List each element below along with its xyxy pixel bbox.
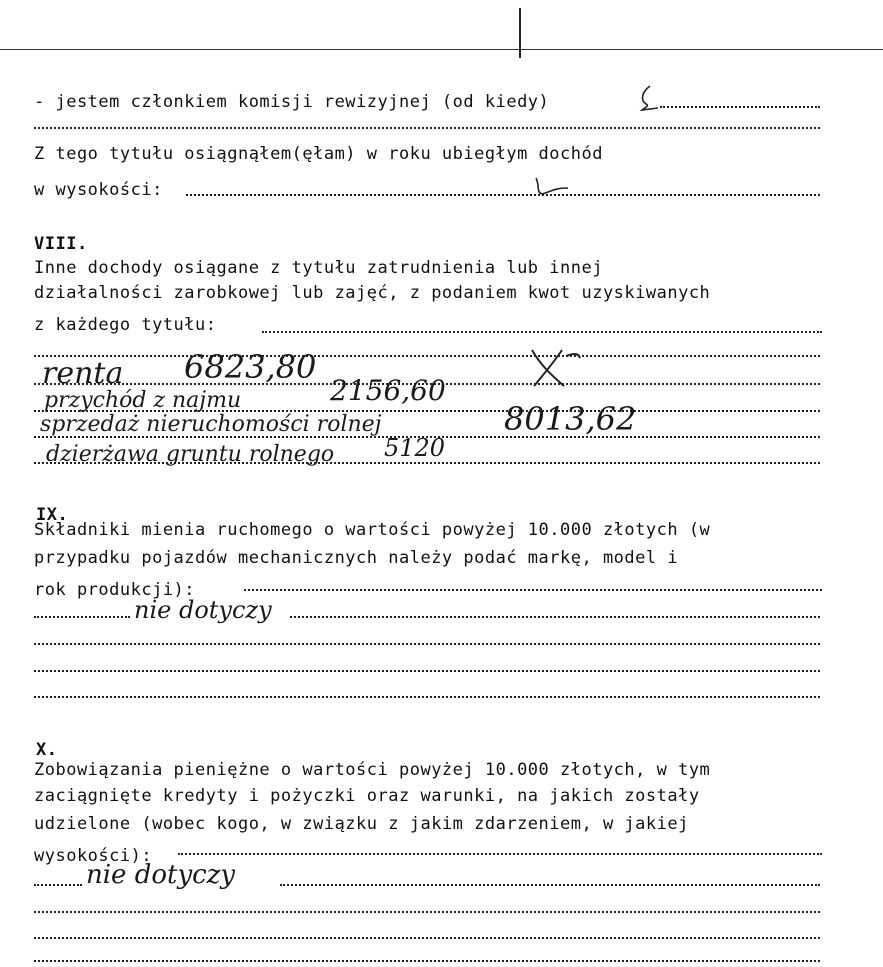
commission-line: - jestem członkiem komisji rewizyjnej (od kiedy) <box>34 92 550 112</box>
dotted-line <box>34 911 820 913</box>
income-entry-label: przychód z najmu <box>44 388 242 413</box>
section-x-number: X. <box>36 740 58 760</box>
dotted-line <box>186 194 820 196</box>
section-viii-line-3: z każdego tytułu: <box>34 315 217 335</box>
section-ix-line-1: Składniki mienia ruchomego o wartości powyżej 10.000 złotych (w <box>34 520 711 540</box>
section-viii-number: VIII. <box>34 234 88 254</box>
section-ix-line-3: rok produkcji): <box>34 580 196 600</box>
section-x-answer: nie dotyczy <box>86 860 236 890</box>
dotted-line <box>34 696 820 698</box>
dotted-line <box>262 331 822 333</box>
income-entry-label: dzierżawa gruntu rolnego <box>46 442 335 467</box>
dotted-line <box>34 127 820 129</box>
vertical-mark <box>519 8 521 58</box>
section-x-line-4: wysokości): <box>34 846 153 866</box>
dotted-line <box>34 937 820 939</box>
checkmark-scribble-icon <box>524 344 582 392</box>
income-entry-amount: 2156,60 <box>330 374 446 407</box>
top-border-line <box>0 49 883 50</box>
section-ix-number: IX. <box>36 505 69 525</box>
income-line-2: w wysokości: <box>34 180 163 200</box>
section-ix-answer: nie dotyczy <box>134 596 272 624</box>
income-entry-amount: 5120 <box>384 434 446 462</box>
income-entry-label: renta <box>42 356 124 391</box>
income-entry-amount: 6823,80 <box>184 348 317 386</box>
section-viii-line-2: działalności zarobkowej lub zajęć, z podaniem kwot uzyskiwanych <box>34 283 711 303</box>
section-x-line-2: zaciągnięte kredyty i pożyczki oraz warunki, na jakich zostały <box>34 786 700 806</box>
income-entry-label: sprzedaż nieruchomości rolnej <box>40 412 382 437</box>
section-x-line-1: Zobowiązania pieniężne o wartości powyżej 10.000 złotych, w tym <box>34 760 711 780</box>
dotted-line <box>34 643 820 645</box>
section-ix-line-2: przypadku pojazdów mechanicznych należy podać markę, model i <box>34 548 679 568</box>
dash-scribble-icon <box>638 84 662 112</box>
dotted-line <box>280 884 820 886</box>
dotted-line <box>290 616 820 618</box>
dotted-line <box>34 670 820 672</box>
income-line-1: Z tego tytułu osiągnąłem(ęłam) w roku ubiegłym dochód <box>34 144 603 164</box>
section-x-line-3: udzielone (wobec kogo, w związku z jakim zdarzeniem, w jakiej <box>34 814 689 834</box>
dotted-line <box>34 884 82 886</box>
dotted-line <box>178 853 822 855</box>
dotted-line <box>244 589 822 591</box>
section-viii-line-1: Inne dochody osiągane z tytułu zatrudnienia lub innej <box>34 258 603 278</box>
dash-scribble-icon <box>532 172 572 198</box>
dotted-line <box>34 355 820 357</box>
income-entry-amount: 8013,62 <box>504 400 637 438</box>
dotted-line <box>34 960 820 962</box>
dotted-line <box>34 616 130 618</box>
dotted-line <box>660 106 820 108</box>
